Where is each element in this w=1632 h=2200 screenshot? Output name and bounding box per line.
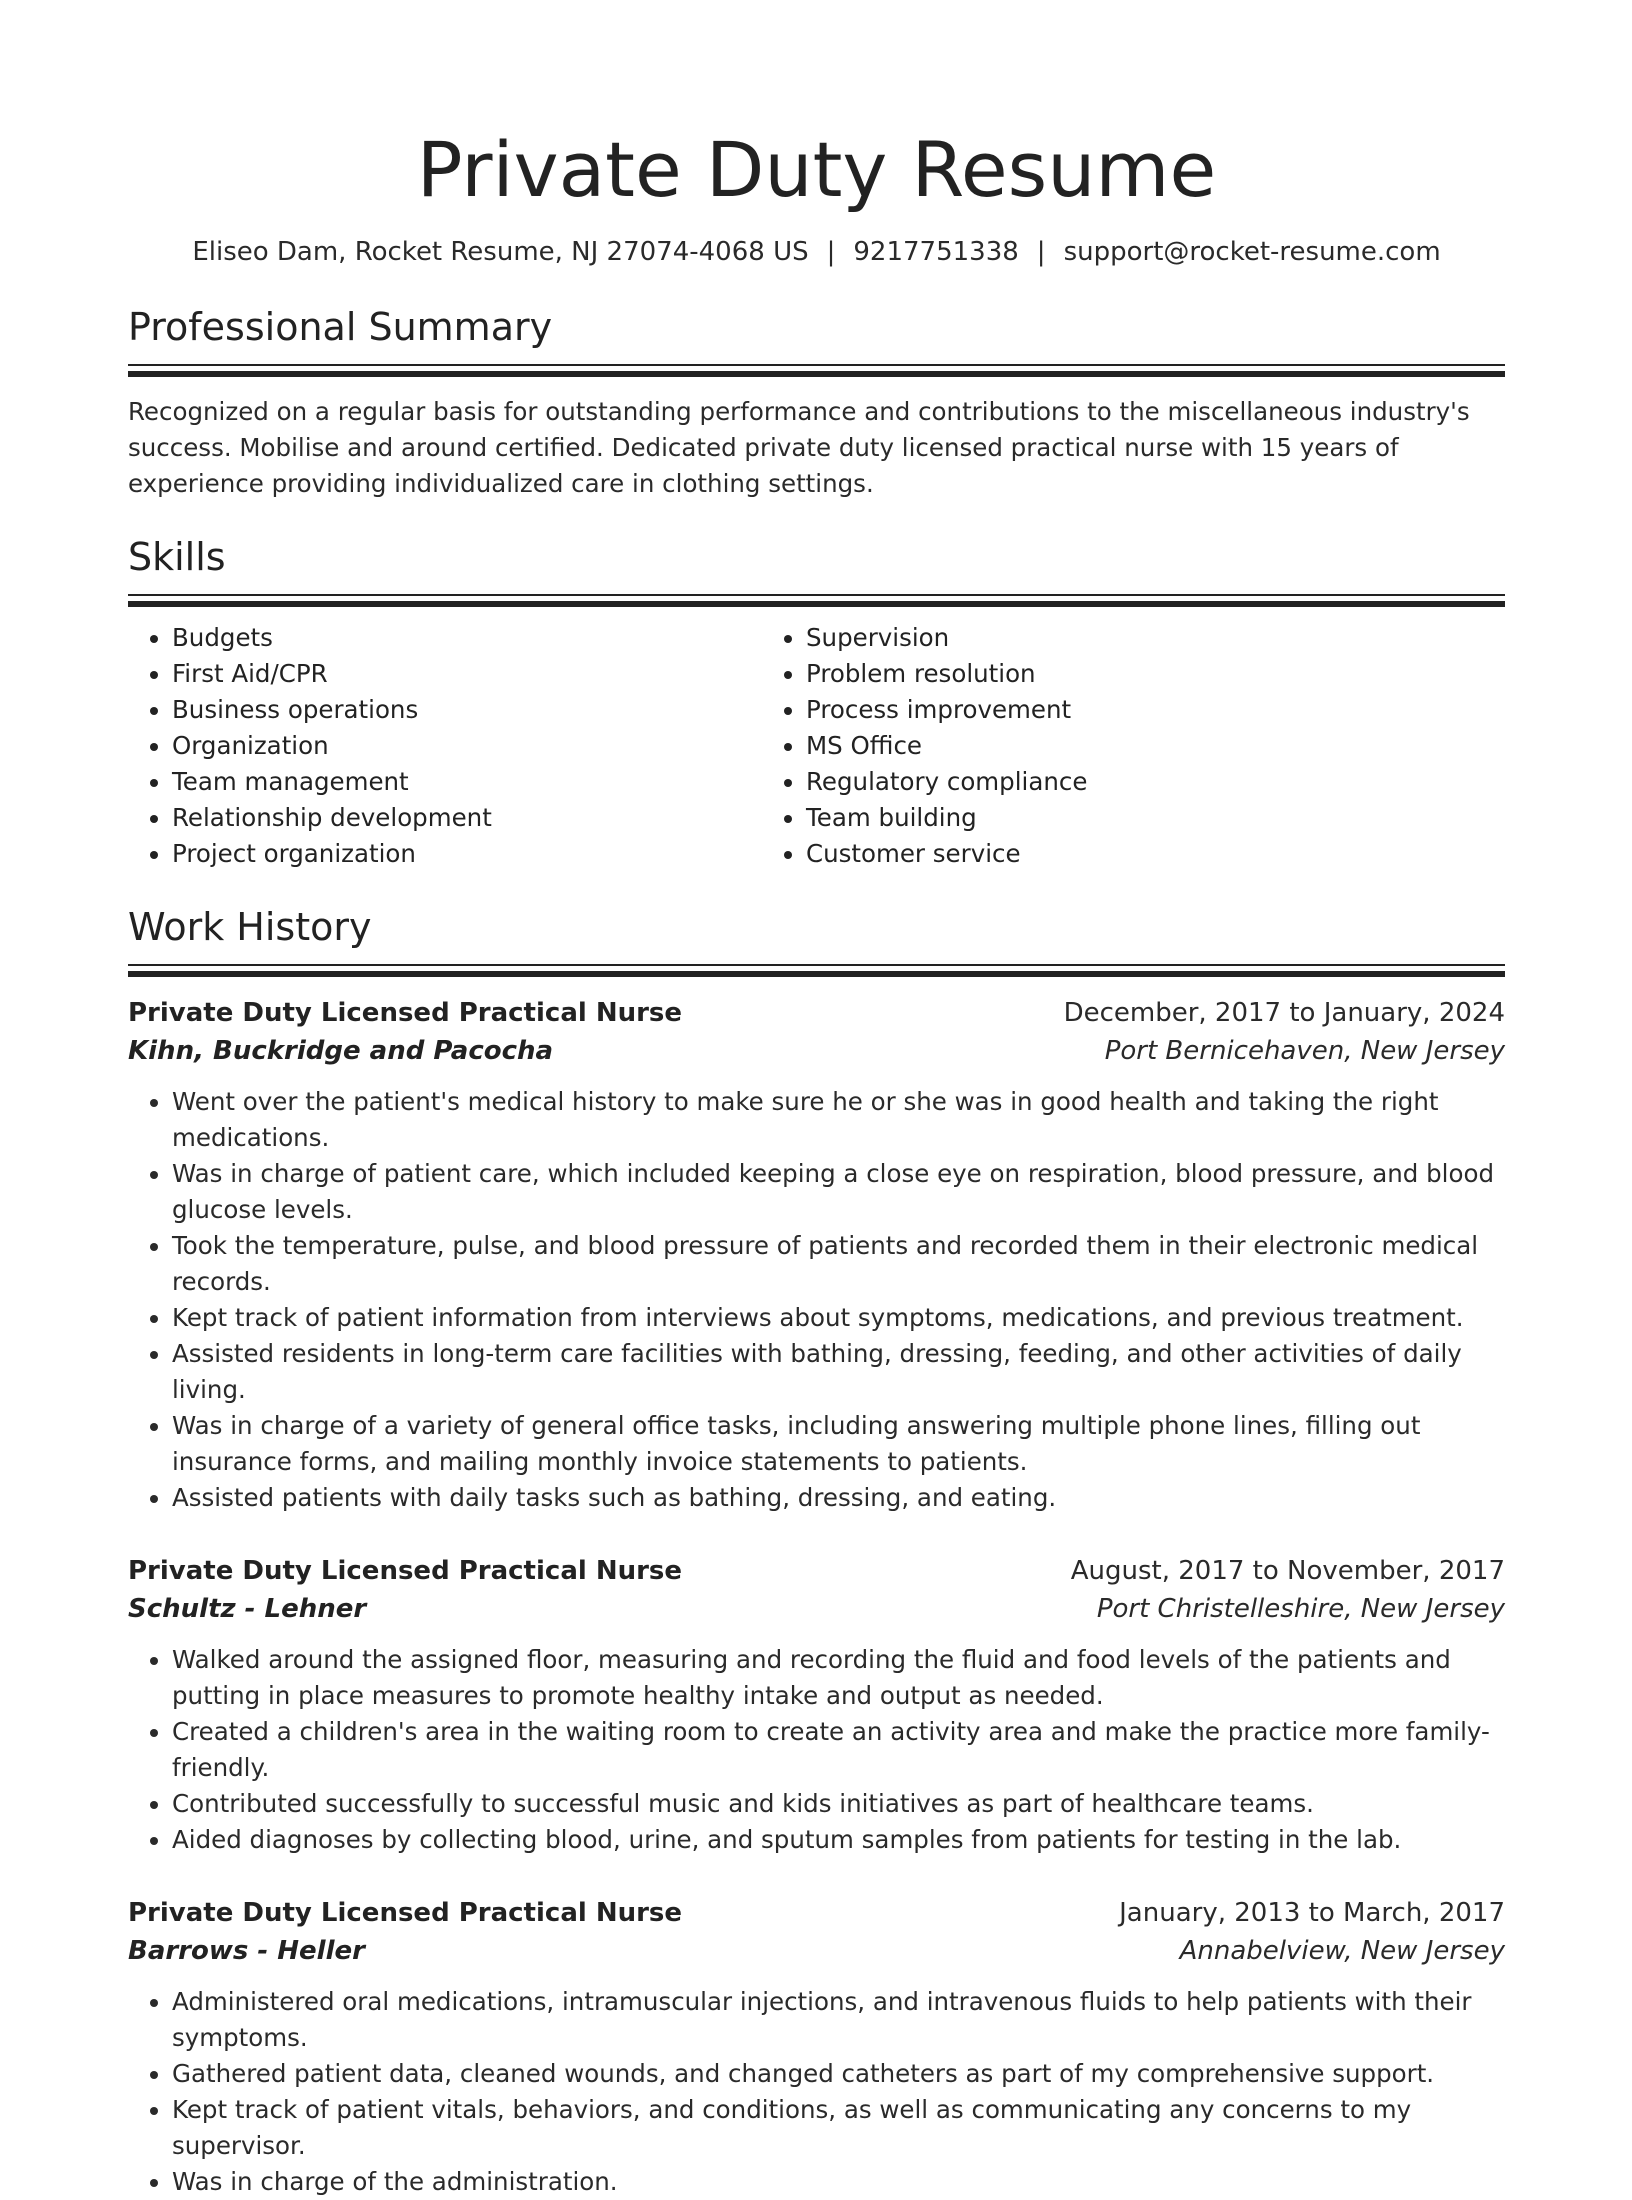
job-title: Private Duty Licensed Practical Nurse [128, 998, 683, 1028]
skill-item: • Team building [806, 800, 1396, 836]
job-bullets [128, 1984, 1505, 2200]
skills-list [128, 620, 1505, 872]
skill-item: • Business operations [172, 692, 762, 728]
skill-item: • Regulatory compliance [806, 764, 1396, 800]
skill-item: • First Aid/CPR [172, 656, 762, 692]
job-bullet: • Walked around the assigned floor, measuring and recording the fluid and food levels of the patients and putting in place measures to promote healthy intake and output as needed. [172, 1642, 1505, 1714]
skill-item: • Project organization [172, 836, 762, 872]
contact-separator: | [1036, 237, 1046, 267]
job-bullet: • Kept track of patient vitals, behaviors, and conditions, as well as communicating any concerns to my supervisor. [172, 2092, 1505, 2164]
summary-text: Recognized on a regular basis for outstanding performance and contributions to the miscellaneous industry's success. Mobilise and around certified. Dedicated private duty licensed practical nurse with 15 years of experience providing individualized care in clothing settings. [128, 397, 1470, 498]
skills-column-left [128, 620, 762, 872]
skill-item: • Problem resolution [806, 656, 1396, 692]
skill-item: • Customer service [806, 836, 1396, 872]
contact-separator: | [826, 237, 836, 267]
job-bullet: • Was in charge of patient care, which included keeping a close eye on respiration, blood pressure, and blood glucose levels. [172, 1156, 1505, 1228]
job-company: Schultz - Lehner [128, 1594, 367, 1624]
skill-item: • Process improvement [806, 692, 1396, 728]
job-subheader [128, 1032, 1505, 1070]
job-location: Port Bernicehaven, New Jersey [1104, 1036, 1505, 1066]
job-header [128, 1894, 1505, 1932]
job-bullet: • Was in charge of a variety of general office tasks, including answering multiple phone lines, filling out insurance forms, and mailing monthly invoice statements to patients. [172, 1408, 1505, 1480]
skill-item: • Team management [172, 764, 762, 800]
job-dates: January, 2013 to March, 2017 [1119, 1898, 1505, 1928]
section-divider [128, 594, 1505, 608]
job-bullets [128, 1084, 1505, 1516]
job-entry [128, 1894, 1505, 2200]
job-bullet: • Took the temperature, pulse, and blood pressure of patients and recorded them in their electronic medical records. [172, 1228, 1505, 1300]
job-dates: August, 2017 to November, 2017 [1070, 1556, 1505, 1586]
contact-phone: 9217751338 [853, 237, 1019, 267]
contact-email: support@rocket-resume.com [1063, 237, 1441, 267]
contact-address: Eliseo Dam, Rocket Resume, NJ 27074-4068 US [192, 237, 809, 267]
job-title: Private Duty Licensed Practical Nurse [128, 1556, 683, 1586]
skill-item: • Budgets [172, 620, 762, 656]
skill-item: • Supervision [806, 620, 1396, 656]
skill-item: • Organization [172, 728, 762, 764]
job-bullets [128, 1642, 1505, 1858]
job-entry [128, 1552, 1505, 1858]
skill-item: • Relationship development [172, 800, 762, 836]
job-bullet: • Kept track of patient information from interviews about symptoms, medications, and previous treatment. [172, 1300, 1505, 1336]
summary-heading: Professional Summary [128, 305, 553, 349]
job-header [128, 1552, 1505, 1590]
job-bullet: • Gathered patient data, cleaned wounds, and changed catheters as part of my comprehensive support. [172, 2056, 1505, 2092]
work-history-heading: Work History [128, 905, 372, 949]
job-subheader [128, 1932, 1505, 1970]
resume-title: Private Duty Resume [416, 125, 1217, 214]
section-divider [128, 964, 1505, 978]
job-bullet: • Contributed successfully to successful music and kids initiatives as part of healthcare teams. [172, 1786, 1505, 1822]
contact-line [128, 232, 1505, 272]
job-company: Barrows - Heller [128, 1936, 365, 1966]
job-location: Annabelview, New Jersey [1179, 1936, 1505, 1966]
job-bullet: • Assisted patients with daily tasks such as bathing, dressing, and eating. [172, 1480, 1505, 1516]
skills-heading: Skills [128, 535, 226, 579]
section-divider [128, 364, 1505, 378]
job-bullet: • Administered oral medications, intramuscular injections, and intravenous fluids to help patients with their symptoms. [172, 1984, 1505, 2056]
job-subheader [128, 1590, 1505, 1628]
job-title: Private Duty Licensed Practical Nurse [128, 1898, 683, 1928]
job-bullet: • Was in charge of the administration. [172, 2164, 1505, 2200]
job-bullet: • Went over the patient's medical history to make sure he or she was in good health and taking the right medications. [172, 1084, 1505, 1156]
skill-item: • MS Office [806, 728, 1396, 764]
resume-page [128, 0, 1505, 2200]
job-company: Kihn, Buckridge and Pacocha [128, 1036, 554, 1066]
job-entry [128, 994, 1505, 1516]
job-bullet: • Aided diagnoses by collecting blood, urine, and sputum samples from patients for testing in the lab. [172, 1822, 1505, 1858]
job-dates: December, 2017 to January, 2024 [1063, 998, 1505, 1028]
skills-column-right [762, 620, 1396, 872]
job-location: Port Christelleshire, New Jersey [1096, 1594, 1505, 1624]
job-header [128, 994, 1505, 1032]
job-bullet: • Created a children's area in the waiting room to create an activity area and make the practice more family-friendly. [172, 1714, 1505, 1786]
job-bullet: • Assisted residents in long-term care facilities with bathing, dressing, feeding, and other activities of daily living. [172, 1336, 1505, 1408]
